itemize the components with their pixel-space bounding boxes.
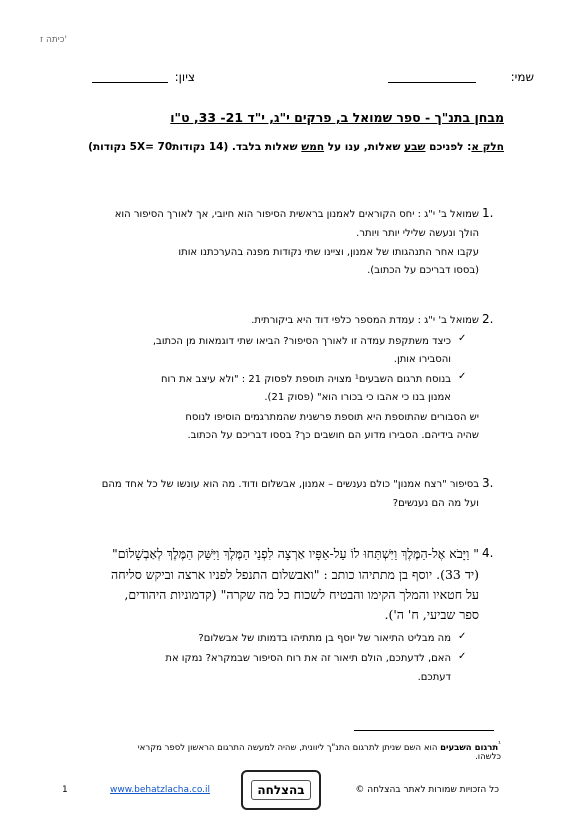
- question-4-bullet-2-line-2: דעתכם.: [417, 672, 451, 683]
- question-4-line-4: ספר שביעי, ח' ה').: [384, 607, 479, 622]
- question-4-number: 4.: [482, 546, 494, 560]
- question-2-bullet-2-line-2: אמנון בנו כי אהבו כי בכורו הוא" (פסוק 21).: [264, 392, 451, 403]
- emph-seven: שבע: [404, 141, 426, 153]
- grade-label: ציון:: [174, 70, 195, 84]
- question-4-bullet-1: מה מבליט התיאור של יוסף בן מתתיהו בדמותו של אבשלום?: [198, 633, 451, 644]
- question-1-number: 1.: [482, 206, 494, 220]
- section-a-instructions: [64, 141, 504, 153]
- page-number: 1: [62, 785, 68, 795]
- name-label: שמי:: [510, 70, 534, 84]
- footnote-line-2: כלשהו.: [475, 752, 501, 762]
- logo-text: בהצלחה: [251, 780, 310, 800]
- question-2-number: 2.: [482, 312, 494, 326]
- grade-field[interactable]: [92, 82, 168, 83]
- instr-part: שאלות בלבד. (14 נקודות5X= 70 נקודות): [88, 141, 302, 153]
- question-2-after-line-1: יש הסבורים שהתוספת היא תוספת פרשנית שהמתרגמים הוסיפו לנוסח: [185, 412, 479, 423]
- question-4-bullet-2-line-1: האם, לדעתכם, הולם תיאור זה את רוח הסיפור שבמקרא? נמקו את: [165, 653, 451, 664]
- check-mark-icon: ✓: [458, 631, 467, 642]
- name-field[interactable]: [388, 82, 476, 83]
- exam-title: מבחן בתנ"ך - ספר שמואל ב, פרקים י"ג, י"ד 21- 33, ט"ו: [170, 110, 504, 125]
- check-mark-icon: ✓: [458, 651, 467, 662]
- question-3-line-1: בסיפור "רצח אמנון" כולם נענשים – אמנון, אבשלום ודוד. מה הוא עונשו של כל אחד מהם: [101, 479, 479, 490]
- question-4-quote: " וַיָּבֹא אֶל-הַמֶּלֶךְ וַיִּשְׁתַּחוּ לוֹ עַל-אַפָּיו אַרְצָה לִפְנֵי הַמֶּלֶךְ וַיִּשַּׁק הַמֶּלֶךְ לְאַבְשָׁלוֹם": [111, 546, 479, 561]
- question-2-after-line-2: שהיה בידיהם. הסבירו מדוע הם חושבים כך? בססו דבריכם על הכתוב.: [187, 430, 479, 441]
- section-a-prefix: חלק א: [471, 141, 504, 153]
- footnote-term: תרגום השבעים: [440, 742, 499, 753]
- question-3-line-2: ועל מה הם נענשים?: [392, 498, 479, 509]
- question-1-line-3: עקבו אחר התנהגותו של אמנון, וציינו שתי נקודות מפנה בהערכתנו אותו: [178, 247, 479, 258]
- instr-part: : לפניכם: [425, 141, 472, 153]
- question-3-number: 3.: [482, 476, 494, 490]
- footnote-text: הוא השם שניתן לתרגום התנ"ך ליוונית, שהיה למעשה התרגום הראשון לספר מקראי: [137, 742, 441, 753]
- question-2-bullet-1-line-1: כיצד משתקפת עמדה זו לאורך הסיפור? הביאו שתי דוגמאות מן הכתוב,: [152, 336, 451, 347]
- question-1-line-1: שמואל ב' י"ג : יחס הקוראים לאמנון בראשית הסיפור הוא חיובי, אך לאורך הסיפור הוא: [114, 209, 479, 220]
- site-logo: [241, 770, 321, 810]
- question-4-line-2: (יד 33). יוסף בן מתתיהו כותב : "ואבשלום התנפל לפניו ארצה וביקש סליחה: [111, 567, 479, 582]
- question-4-line-3: על חטאיו והמלך הקימו והבטיח לשכוח כל מה שקרה" (קדמוניות היהודים,: [124, 587, 479, 602]
- emph-five: חמש: [301, 141, 325, 153]
- check-mark-icon: ✓: [458, 333, 467, 344]
- footnote-marker: ¹: [498, 739, 501, 748]
- question-1-line-4: (בססו דבריכם על הכתוב).: [367, 265, 479, 276]
- instr-part: שאלות, ענו על: [324, 141, 405, 153]
- footnote-separator: [354, 730, 494, 731]
- check-mark-icon: ✓: [458, 371, 467, 382]
- question-2-bullet-2-line-1: בנוסח תרגום השבעים¹ מצויה תוספת לפסוק 21 : "ולא עיצב את רוח: [161, 374, 451, 385]
- question-2-line-1: שמואל ב' י"ג : עמדת המספר כלפי דוד היא ביקורתית.: [251, 315, 479, 326]
- question-1-line-2: הולך ונעשה שלילי יותר ויותר.: [356, 228, 479, 239]
- class-label: כיתה ז': [40, 35, 68, 45]
- copyright-text: כל הזכויות שמורות לאתר בהצלחה ©: [355, 785, 499, 795]
- question-2-bullet-1-line-2: והסבירו אותן.: [393, 354, 451, 365]
- website-link[interactable]: www.behatzlacha.co.il: [110, 785, 211, 795]
